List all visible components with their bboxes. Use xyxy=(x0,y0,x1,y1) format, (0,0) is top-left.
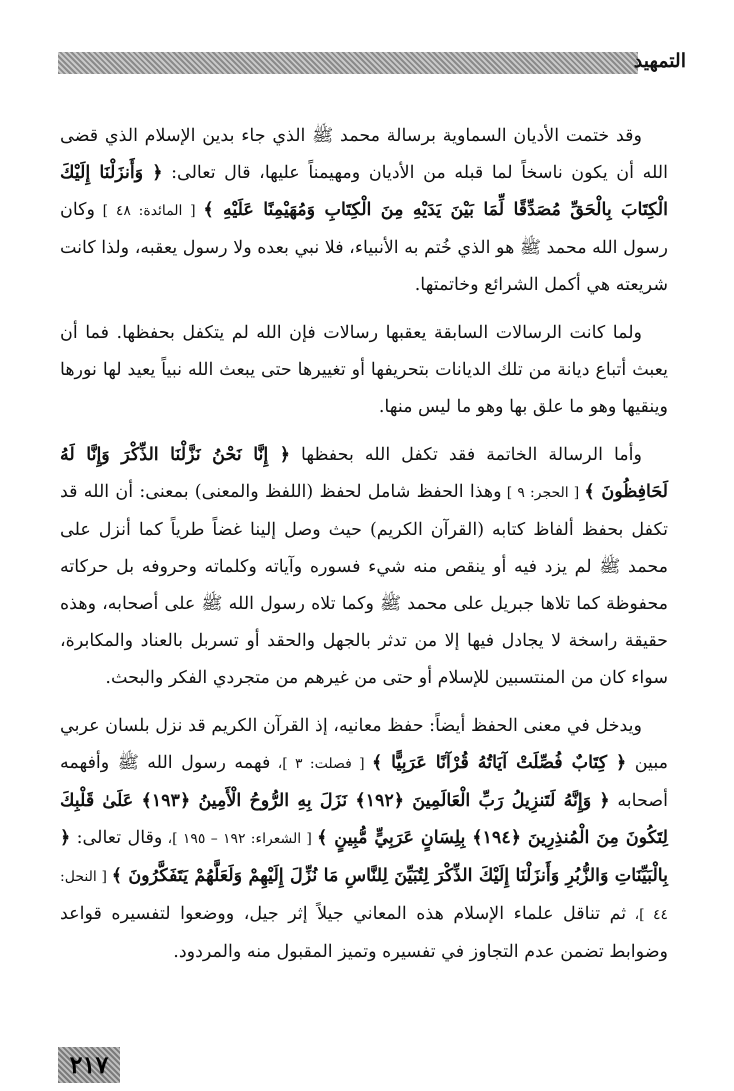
paragraph-text: وقال تعالى: xyxy=(70,828,163,848)
paragraph-text: وقد ختمت الأديان السماوية برسالة محمد ﷺ الذي جاء بدين الإسلام الذي قضى الله أن يكون ناسخاً لما قبله من الأديان ومهيمناً عليها، قال تعالى: xyxy=(60,126,668,183)
header-decorative-band xyxy=(58,52,638,74)
verse-reference: [ فصلت: ٣ ]، xyxy=(270,756,372,772)
paragraph-text: ثم تناقل علماء الإسلام هذه المعاني جيلاً إثر جيل، ووضعوا لتفسيره قواعد وضوابط تضمن عدم التجاوز في تفسيره وتميز المقبول منه والمردود. xyxy=(60,904,668,962)
page-number: ٢١٧ xyxy=(58,1047,120,1083)
paragraph-text: وكان رسول الله محمد ﷺ هو الذي خُتم به الأنبياء، فلا نبي بعده ولا رسول يعقبه، ولذا كانت شريعته هي أكمل الشرائع وخاتمتها. xyxy=(60,200,668,295)
paragraph-1 xyxy=(60,118,668,304)
paragraph-text: فهمه رسول الله ﷺ وأفهمه أصحابه xyxy=(60,753,669,811)
quran-verse: ﴿ وَإِنَّهُ لَتَنزِيلُ رَبِّ الْعَالَمِينَ ﴿١٩٢﴾ نَزَلَ بِهِ الرُّوحُ الْأَمِينُ ﴿١٩٣﴾ عَلَىٰ قَلْبِكَ لِتَكُونَ مِنَ الْمُنذِرِينَ ﴿١٩٤﴾ بِلِسَانٍ عَرَبِيٍّ مُّبِينٍ ﴾ xyxy=(60,791,668,848)
paragraph-3 xyxy=(60,437,668,697)
verse-reference: [ المائدة: ٤٨ ] xyxy=(94,203,204,219)
paragraph-text: ويدخل في معنى الحفظ أيضاً: حفظ معانيه، إذ القرآن الكريم قد نزل بلسان عربي مبين xyxy=(60,716,668,773)
verse-reference: [ الشعراء: ١٩٢ – ١٩٥ ]، xyxy=(162,831,318,847)
quran-verse: ﴿ كِتَابٌ فُصِّلَتْ آيَاتُهُ قُرْآنًا عَرَبِيًّا ﴾ xyxy=(371,753,627,773)
quran-verse: ﴿ وَأَنزَلْنَا إِلَيْكَ الْكِتَابَ بِالْحَقِّ مُصَدِّقًا لِّمَا بَيْنَ يَدَيْهِ مِنَ الْكِتَابِ وَمُهَيْمِنًا عَلَيْهِ ﴾ xyxy=(60,163,668,220)
chapter-title: التمهيد xyxy=(633,50,686,72)
quran-verse: ﴿ إِنَّا نَحْنُ نَزَّلْنَا الذِّكْرَ وَإِنَّا لَهُ لَحَافِظُونَ ﴾ xyxy=(60,445,669,502)
verse-reference: [ النحل: ٤٤ ]، xyxy=(60,869,668,923)
paragraph-text: ولما كانت الرسالات السابقة يعقبها رسالات فإن الله لم يتكفل بحفظها. فما أن يعبث أتباع ديانة من تلك الديانات بتحريفها أو تغييرها حتى يبعث الله نبياً يعيد لها نورها وينقيها وهو ما علق بها وهو ما ليس منها. xyxy=(60,323,668,417)
quran-verse: ﴿ بِالْبَيِّنَاتِ وَالزُّبُرِ وَأَنزَلْنَا إِلَيْكَ الذِّكْرَ لِتُبَيِّنَ لِلنَّاسِ مَا نُزِّلَ إِلَيْهِمْ وَلَعَلَّهُمْ يَتَفَكَّرُونَ ﴾ xyxy=(60,828,668,886)
verse-reference: [ الحجر: ٩ ] xyxy=(501,485,585,501)
paragraph-text: وهذا الحفظ شامل لحفظ (اللفظ والمعنى) بمعنى: أن الله قد تكفل بحفظ ألفاظ كتابه (القرآن الكريم) حيث وصل إلينا غضاً طرياً كما أنزل على محمد ﷺ لم يزد فيه أو ينقص منه شيء فسوره وآياته وكلماته وحروفه بل حركاته محفوظة كما تلاها جبريل على محمد ﷺ وكما تلاه رسول الله ﷺ على أصحابه، وهذه حقيقة راسخة لا يجادل فيها إلا من تدثر بالجهل والحقد أو تسربل بالعناد والمكابرة، سواء كان من المنتسبين للإسلام أو حتى من غيرهم من متجردي الفكر والبحث. xyxy=(60,482,668,688)
paragraph-text: وأما الرسالة الخاتمة فقد تكفل الله بحفظها xyxy=(290,445,642,465)
paragraph-2 xyxy=(60,315,668,426)
page-body xyxy=(60,118,668,982)
paragraph-4 xyxy=(60,708,668,971)
